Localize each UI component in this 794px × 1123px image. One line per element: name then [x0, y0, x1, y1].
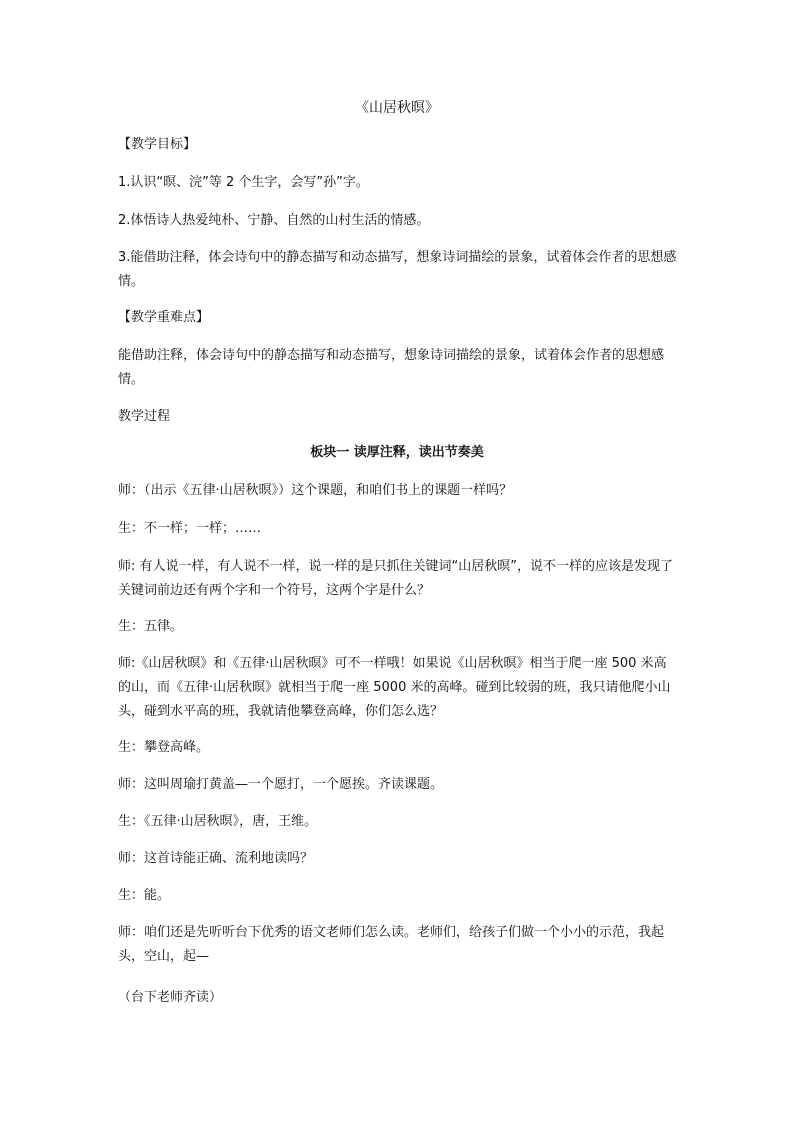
dialogue-line: 师: 有人说一样，有人说不一样，说一样的是只抓住关键词“山居秋暝”，说不一样的应该是发现了关键词前边还有两个字和一个符号，这两个字是什么？ [118, 559, 673, 598]
objective-item: 1.认识“暝、浣”等 2 个生字，会写”孙”字。 [118, 175, 369, 190]
dialogue-line: 生：能。 [118, 888, 171, 903]
dialogue-line: 生：《五律·山居秋暝》，唐，王维。 [118, 814, 318, 829]
key-points-text: 能借助注释，体会诗句中的静态描写和动态描写，想象诗词描绘的景象，试着体会作者的思想感情。 [118, 348, 665, 387]
page-title: 《山居秋暝》 [355, 100, 439, 116]
dialogue-line: 生：不一样；一样；…… [118, 521, 262, 536]
dialogue-line: （台下老师齐读） [118, 990, 223, 1005]
dialogue-line: 师：咱们还是先听听台下优秀的语文老师们怎么读。老师们，给孩子们做一个小小的示范，我起头，空山，起— [118, 925, 665, 964]
objective-item: 3.能借助注释，体会诗句中的静态描写和动态描写，想象诗词描绘的景象，试着体会作者的思想感情。 [118, 250, 677, 289]
dialogue-line: 师：（出示《五律·山居秋暝》）这个课题，和咱们书上的课题一样吗？ [118, 483, 513, 498]
dialogue-line: 生：五律。 [118, 619, 184, 634]
block-title: 板块一 读厚注释，读出节奏美 [310, 445, 484, 460]
dialogue-line: 师：这首诗能正确、流利地读吗？ [118, 851, 314, 866]
objectives-heading: 【教学目标】 [118, 137, 197, 152]
process-heading: 教学过程 [118, 409, 171, 424]
dialogue-line: 生：攀登高峰。 [118, 740, 210, 755]
dialogue-line: 师:《山居秋暝》和《五律·山居秋暝》可不一样哦！如果说《山居秋暝》相当于爬一座 500 米高的山，而《五律·山居秋暝》就相当于爬一座 5000 米的高峰。碰到比较弱的班，我只请他爬小山头，碰到水平高的班，我就请他攀登高峰，你们怎么选？ [118, 656, 671, 719]
dialogue-line: 师：这叫周瑜打黄盖—一个愿打，一个愿挨。齐读课题。 [118, 777, 444, 792]
objective-item: 2.体悟诗人热爱纯朴、宁静、自然的山村生活的情感。 [118, 213, 430, 228]
key-points-heading: 【教学重难点】 [118, 310, 210, 325]
